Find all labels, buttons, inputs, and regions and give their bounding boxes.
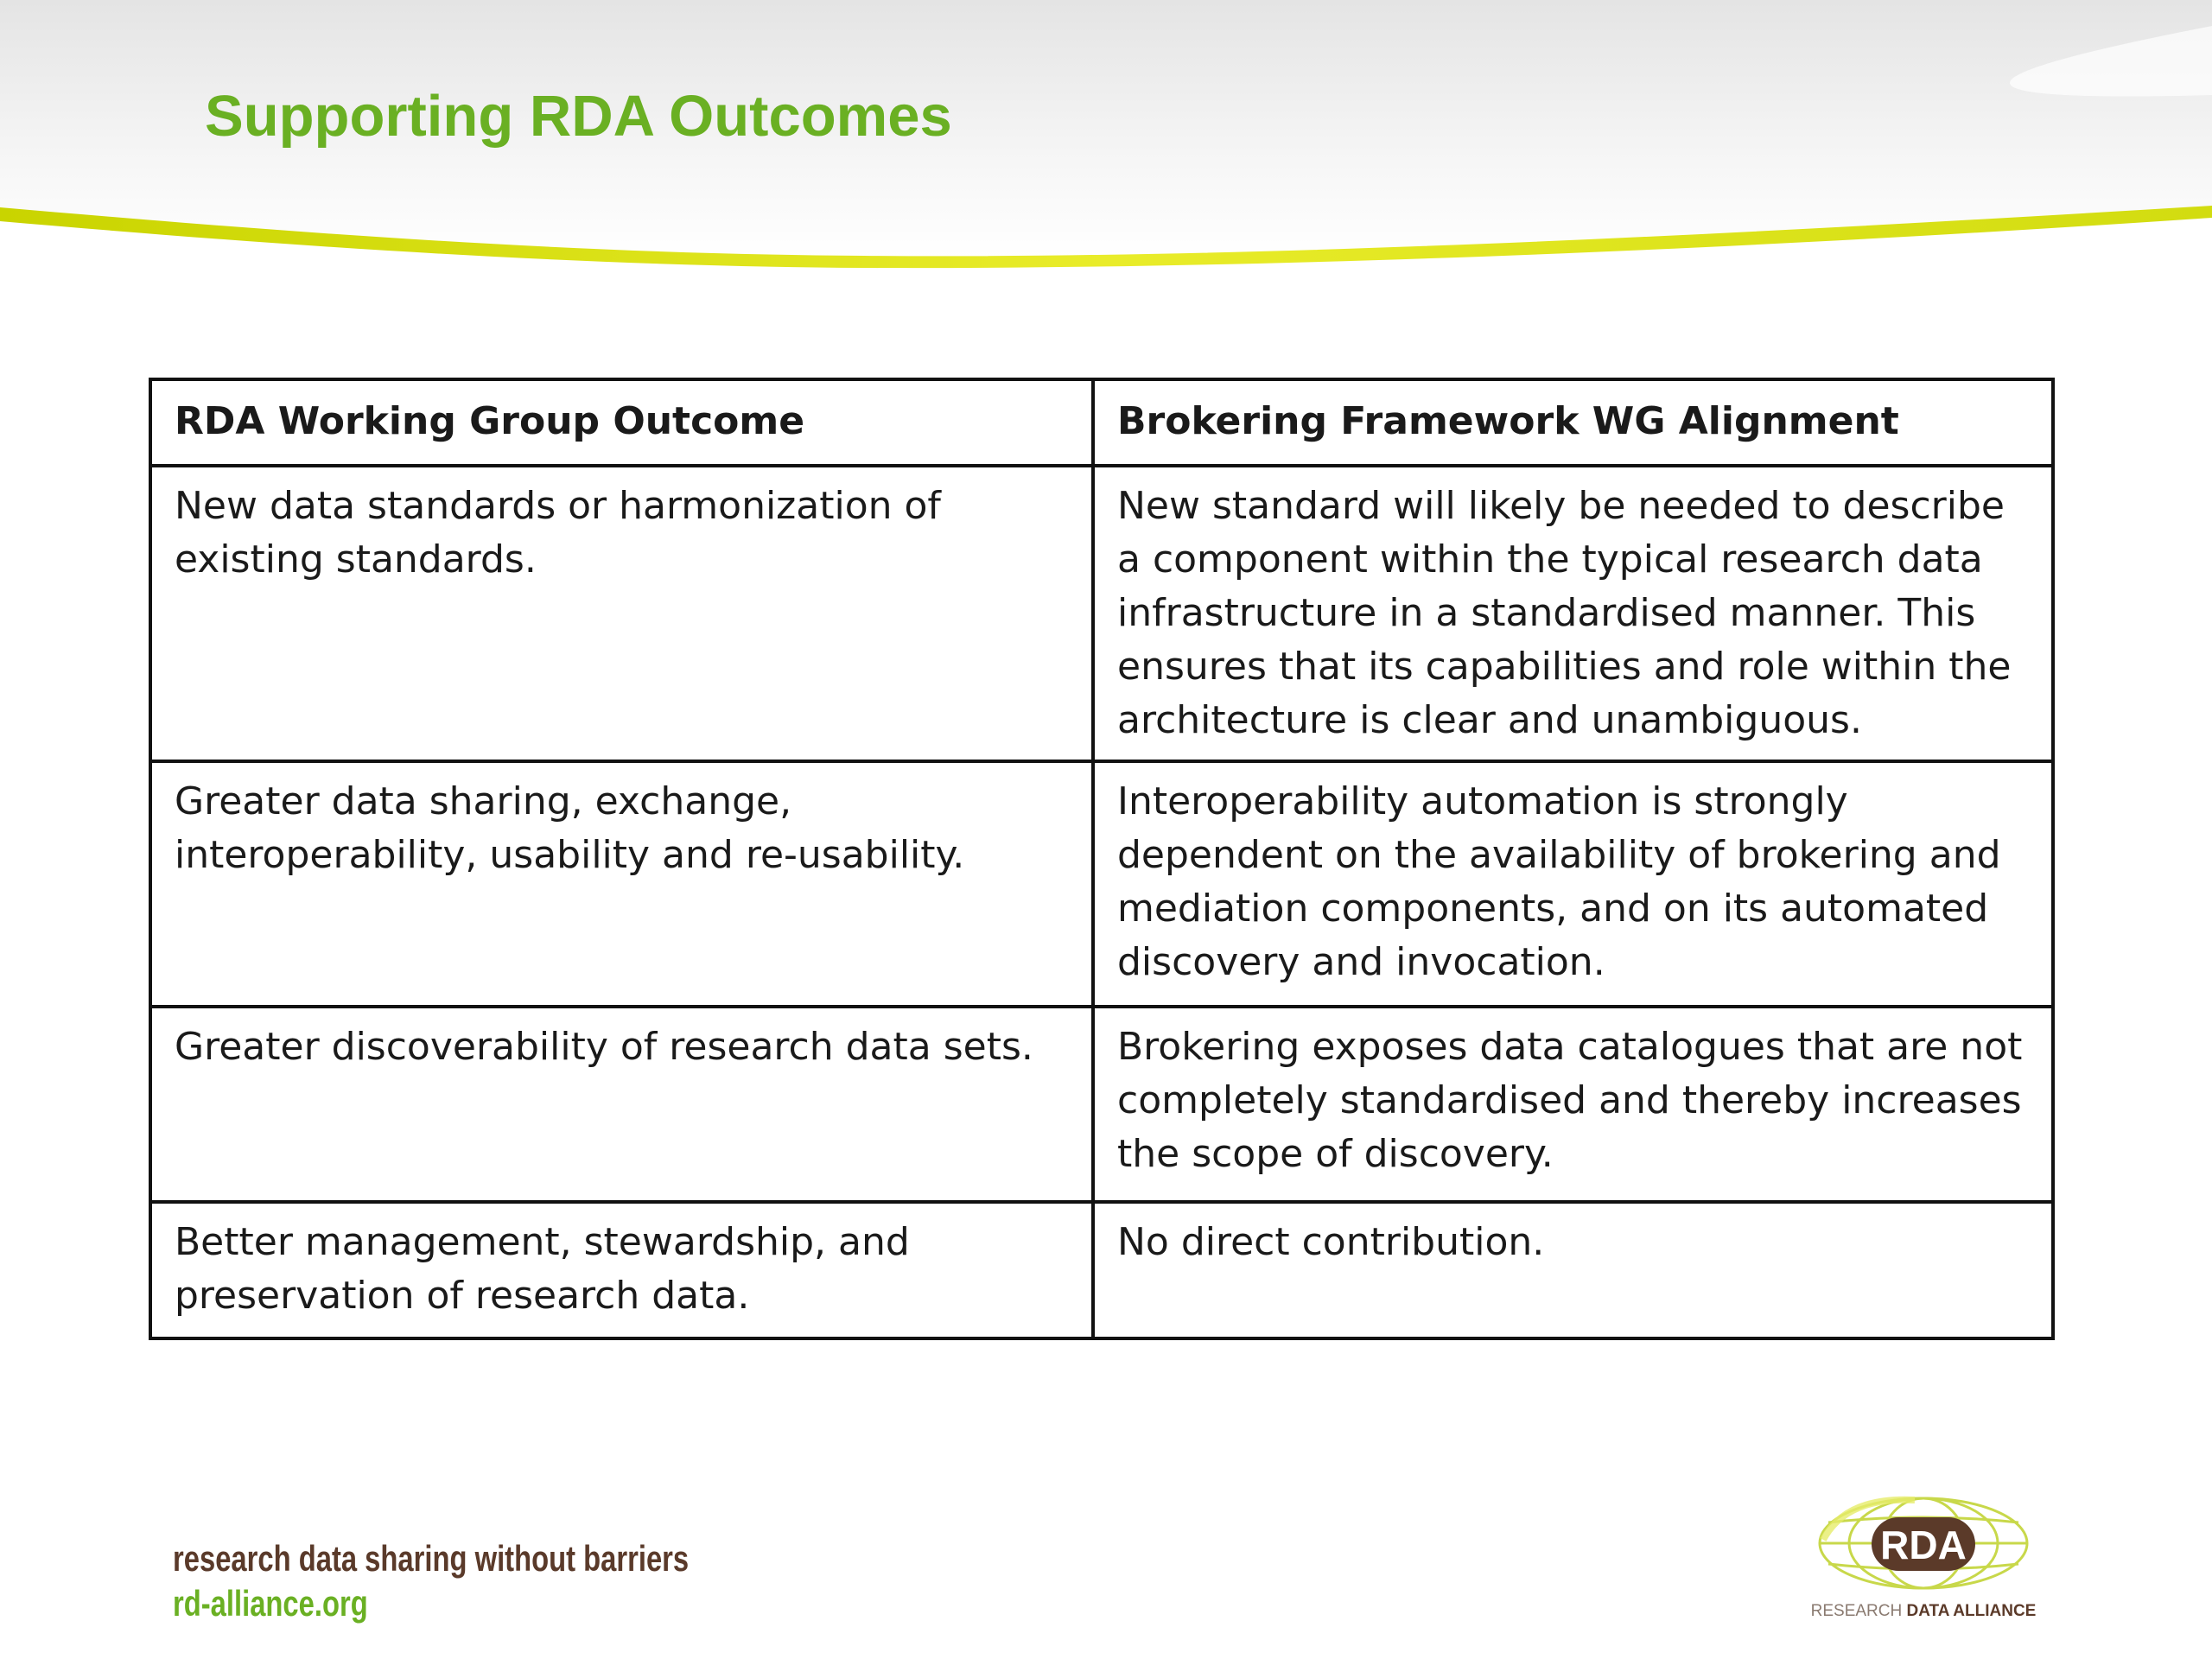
- table-header-row: [150, 379, 2053, 466]
- table-row: [150, 761, 2053, 1007]
- column-header-alignment: Brokering Framework WG Alignment: [1093, 379, 2053, 466]
- alignment-cell: New standard will likely be needed to describe a component within the typical research data infrastructure in a standardised manner. This ensures that its capabilities and role within the architecture is clear and unambiguous.: [1093, 466, 2053, 761]
- slide-title: Supporting RDA Outcomes: [205, 84, 952, 149]
- logo-subtitle: RESEARCH DATA ALLIANCE: [1811, 1602, 2036, 1620]
- alignment-cell: Brokering exposes data catalogues that are not completely standardised and thereby increases the scope of discovery.: [1093, 1007, 2053, 1202]
- table-row: [150, 466, 2053, 761]
- column-header-outcome: RDA Working Group Outcome: [150, 379, 1093, 466]
- outcomes-table-container: [149, 378, 2051, 1340]
- outcome-cell: Greater discoverability of research data sets.: [150, 1007, 1093, 1202]
- table-row: [150, 1007, 2053, 1202]
- alignment-cell: Interoperability automation is strongly dependent on the availability of brokering and mediation components, and on its automated discovery and invocation.: [1093, 761, 2053, 1007]
- footer-tagline: research data sharing without barriers: [173, 1538, 690, 1579]
- logo-acronym: RDA: [1880, 1522, 1967, 1567]
- rda-logo: [1811, 1488, 2036, 1626]
- outcome-cell: Greater data sharing, exchange, interoperability, usability and re-usability.: [150, 761, 1093, 1007]
- footer-website: rd-alliance.org: [173, 1583, 368, 1624]
- outcome-cell: Better management, stewardship, and preservation of research data.: [150, 1202, 1093, 1338]
- outcome-cell: New data standards or harmonization of existing standards.: [150, 466, 1093, 761]
- footer: [173, 1536, 689, 1626]
- outcomes-table: [149, 378, 2055, 1340]
- table-row: [150, 1202, 2053, 1338]
- alignment-cell: No direct contribution.: [1093, 1202, 2053, 1338]
